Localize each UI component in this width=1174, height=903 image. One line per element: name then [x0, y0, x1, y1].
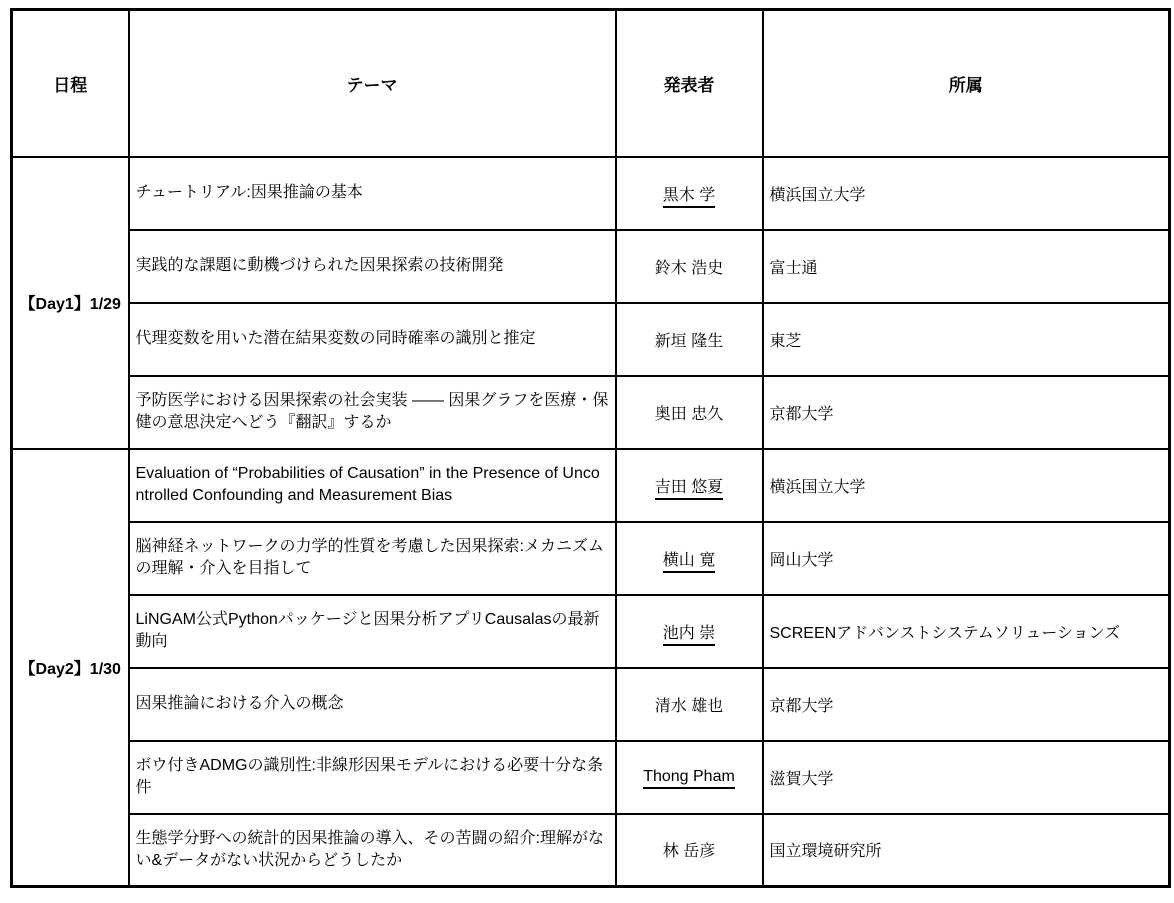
session-presenter-cell	[616, 741, 763, 814]
session-theme: Evaluation of “Probabilities of Causation” in the Presence of Uncontrolled Confounding and Measurement Bias	[129, 449, 616, 522]
session-row	[12, 814, 1170, 887]
session-row	[12, 668, 1170, 741]
session-affiliation: 滋賀大学	[763, 741, 1170, 814]
header-affiliation: 所属	[763, 10, 1170, 157]
session-theme: 予防医学における因果探索の社会実装 ―― 因果グラフを医療・保健の意思決定へどう『翻訳』するか	[129, 376, 616, 449]
session-affiliation: 横浜国立大学	[763, 157, 1170, 230]
presenter-name-link[interactable]: Thong Pham	[643, 768, 735, 789]
session-affiliation: 岡山大学	[763, 522, 1170, 595]
session-affiliation: 横浜国立大学	[763, 449, 1170, 522]
session-presenter-cell	[616, 303, 763, 376]
session-row	[12, 157, 1170, 230]
presenter-name: 鈴木 浩史	[654, 259, 724, 277]
session-theme: 因果推論における介入の概念	[129, 668, 616, 741]
session-row	[12, 376, 1170, 449]
session-theme: ボウ付きADMGの識別性:非線形因果モデルにおける必要十分な条件	[129, 741, 616, 814]
session-affiliation: 国立環境研究所	[763, 814, 1170, 887]
day-label: 【Day2】1/30	[12, 449, 129, 887]
header-row	[12, 10, 1170, 157]
session-affiliation: 京都大学	[763, 668, 1170, 741]
presenter-name: 新垣 隆生	[654, 332, 724, 350]
schedule-table	[10, 8, 1171, 888]
session-row	[12, 741, 1170, 814]
session-theme: 代理変数を用いた潜在結果変数の同時確率の識別と推定	[129, 303, 616, 376]
session-presenter-cell	[616, 157, 763, 230]
session-presenter-cell	[616, 522, 763, 595]
presenter-name-link[interactable]: 黒木 学	[663, 187, 715, 208]
session-presenter-cell	[616, 230, 763, 303]
session-row	[12, 303, 1170, 376]
session-affiliation: 富士通	[763, 230, 1170, 303]
header-presenter: 発表者	[616, 10, 763, 157]
session-theme: チュートリアル:因果推論の基本	[129, 157, 616, 230]
session-theme: 脳神経ネットワークの力学的性質を考慮した因果探索:メカニズムの理解・介入を目指して	[129, 522, 616, 595]
session-presenter-cell	[616, 668, 763, 741]
presenter-name-link[interactable]: 吉田 悠夏	[655, 479, 723, 500]
session-row	[12, 522, 1170, 595]
header-date: 日程	[12, 10, 129, 157]
session-theme: LiNGAM公式Pythonパッケージと因果分析アプリCausalasの最新動向	[129, 595, 616, 668]
session-theme: 実践的な課題に動機づけられた因果探索の技術開発	[129, 230, 616, 303]
session-row	[12, 230, 1170, 303]
session-theme: 生態学分野への統計的因果推論の導入、その苦闘の紹介:理解がない&データがない状況からどうしたか	[129, 814, 616, 887]
session-row	[12, 595, 1170, 668]
header-theme: テーマ	[129, 10, 616, 157]
presenter-name-link[interactable]: 池内 崇	[663, 625, 715, 646]
session-affiliation: 東芝	[763, 303, 1170, 376]
session-presenter-cell	[616, 595, 763, 668]
session-presenter-cell	[616, 814, 763, 887]
presenter-name-link[interactable]: 横山 寛	[663, 552, 715, 573]
presenter-name: 清水 雄也	[654, 697, 724, 715]
session-presenter-cell	[616, 376, 763, 449]
session-presenter-cell	[616, 449, 763, 522]
session-row	[12, 449, 1170, 522]
presenter-name: 奥田 忠久	[654, 405, 724, 423]
day-label: 【Day1】1/29	[12, 157, 129, 449]
session-affiliation: SCREENアドバンストシステムソリューションズ	[763, 595, 1170, 668]
presenter-name: 林 岳彦	[662, 843, 716, 861]
session-affiliation: 京都大学	[763, 376, 1170, 449]
